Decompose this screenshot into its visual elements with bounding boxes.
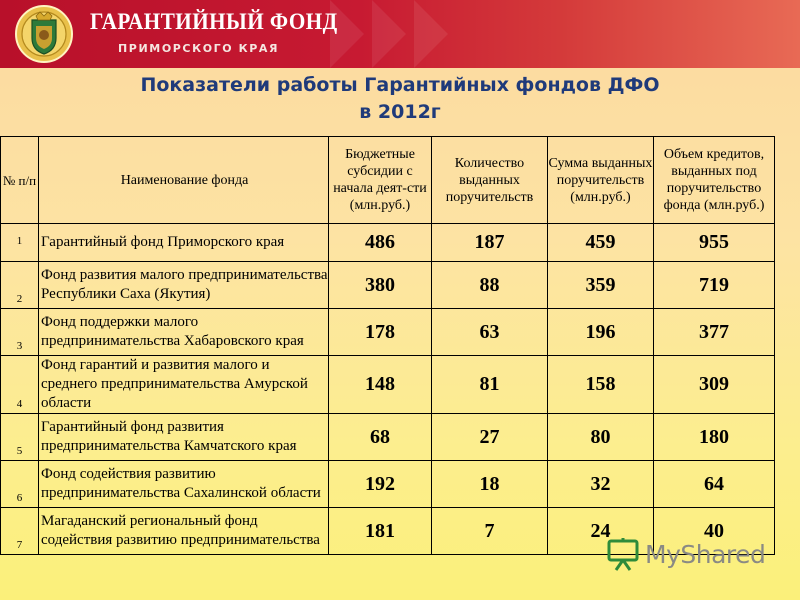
row-fund-name: Магаданский региональный фонд содействия развитию предпринимательства <box>39 508 329 555</box>
row-num: 5 <box>1 414 39 461</box>
row-count: 63 <box>432 309 548 356</box>
row-budget: 192 <box>329 461 432 508</box>
row-loans: 40 <box>654 508 775 555</box>
row-count: 187 <box>432 224 548 262</box>
row-count: 81 <box>432 356 548 414</box>
row-budget: 178 <box>329 309 432 356</box>
table-row <box>1 262 775 309</box>
table-row <box>1 356 775 414</box>
row-count: 18 <box>432 461 548 508</box>
watermark-text: MyShared <box>645 539 766 569</box>
row-sum: 32 <box>548 461 654 508</box>
row-budget: 148 <box>329 356 432 414</box>
brand-subtitle: ПРИМОРСКОГО КРАЯ <box>118 42 280 55</box>
header-num: № п/п <box>1 137 39 224</box>
row-budget: 181 <box>329 508 432 555</box>
funds-table <box>0 136 775 555</box>
row-fund-name: Фонд гарантий и развития малого и среднего предпринимательства Амурской области <box>39 356 329 414</box>
brand-title: ГАРАНТИЙНЫЙ ФОНД <box>90 9 338 34</box>
row-num: 1 <box>1 224 39 262</box>
row-sum: 359 <box>548 262 654 309</box>
table-row <box>1 309 775 356</box>
header-count: Количество выданных поручительств <box>432 137 548 224</box>
banner-chevron <box>414 0 448 68</box>
header-sum: Сумма выданных поручительств (млн.руб.) <box>548 137 654 224</box>
header-loans: Объем кредитов, выданных под поручительство фонда (млн.руб.) <box>654 137 775 224</box>
row-fund-name: Фонд содействия развитию предпринимательства Сахалинской области <box>39 461 329 508</box>
row-num: 4 <box>1 356 39 414</box>
row-fund-name: Гарантийный фонд развития предпринимательства Камчатского края <box>39 414 329 461</box>
row-loans: 719 <box>654 262 775 309</box>
page-title-line1: Показатели работы Гарантийных фондов ДФО <box>140 74 660 96</box>
row-budget: 380 <box>329 262 432 309</box>
presentation-board-icon <box>606 537 640 571</box>
header-name: Наименование фонда <box>39 137 329 224</box>
row-loans: 955 <box>654 224 775 262</box>
row-sum: 80 <box>548 414 654 461</box>
banner-chevron <box>372 0 406 68</box>
row-loans: 180 <box>654 414 775 461</box>
header-banner <box>0 0 800 68</box>
row-sum: 459 <box>548 224 654 262</box>
row-count: 27 <box>432 414 548 461</box>
row-budget: 486 <box>329 224 432 262</box>
row-fund-name: Гарантийный фонд Приморского края <box>39 224 329 262</box>
watermark <box>606 537 765 571</box>
row-count: 88 <box>432 262 548 309</box>
page-title <box>0 72 800 126</box>
row-num: 2 <box>1 262 39 309</box>
header-budget: Бюджетные субсидии с начала деят-сти (млн.руб.) <box>329 137 432 224</box>
table-row <box>1 414 775 461</box>
table-row <box>1 461 775 508</box>
row-num: 7 <box>1 508 39 555</box>
row-budget: 68 <box>329 414 432 461</box>
row-sum: 24 <box>548 508 654 555</box>
page-title-line2: в 2012г <box>359 101 441 123</box>
row-sum: 158 <box>548 356 654 414</box>
row-count: 7 <box>432 508 548 555</box>
coat-of-arms-icon <box>14 4 74 64</box>
table-header-row <box>1 137 775 224</box>
row-fund-name: Фонд поддержки малого предпринимательства Хабаровского края <box>39 309 329 356</box>
row-loans: 309 <box>654 356 775 414</box>
table-row <box>1 224 775 262</box>
row-num: 3 <box>1 309 39 356</box>
row-fund-name: Фонд развития малого предпринимательства Республики Саха (Якутия) <box>39 262 329 309</box>
row-loans: 64 <box>654 461 775 508</box>
row-loans: 377 <box>654 309 775 356</box>
row-num: 6 <box>1 461 39 508</box>
row-sum: 196 <box>548 309 654 356</box>
